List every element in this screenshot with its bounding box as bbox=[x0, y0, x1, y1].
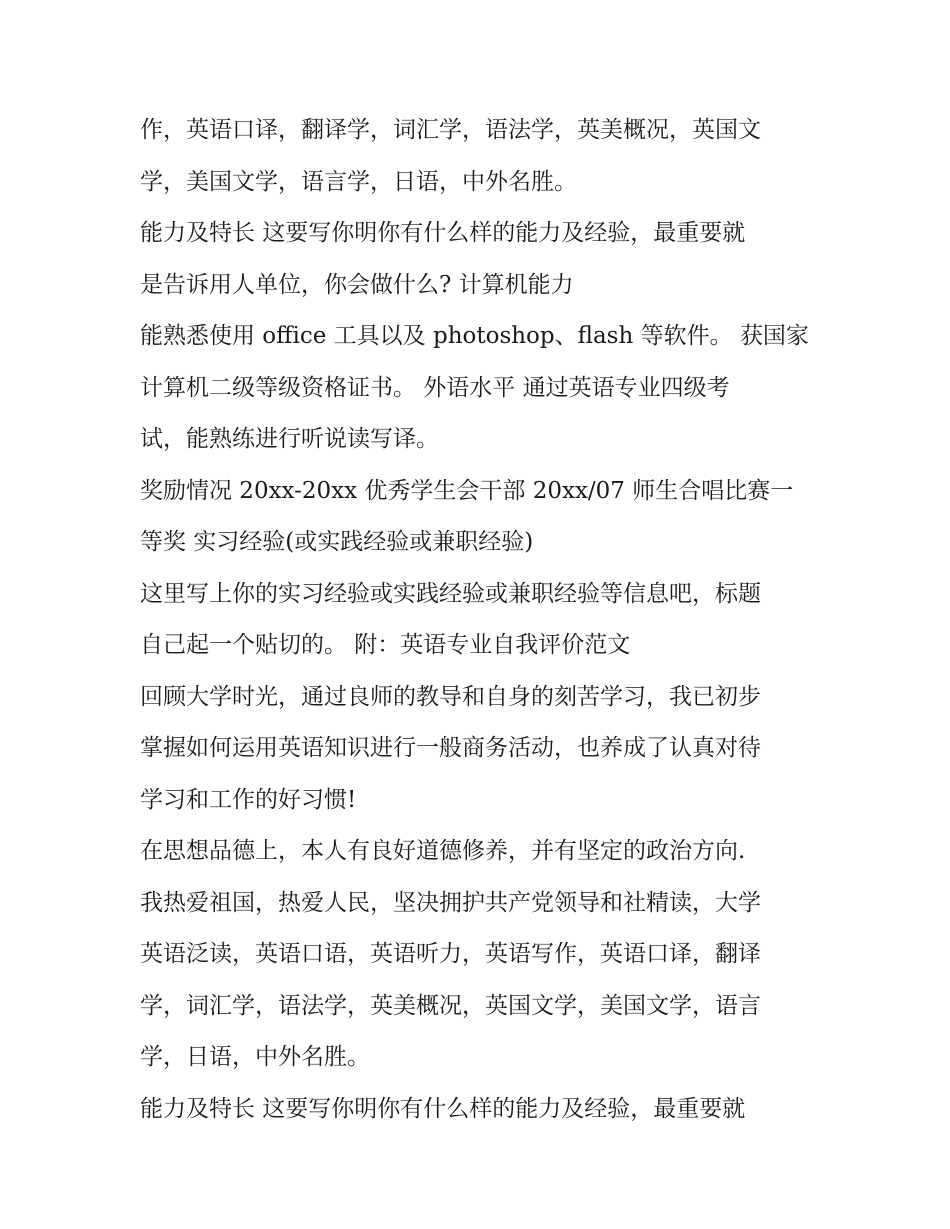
text-line: 这里写上你的实习经验或实践经验或兼职经验等信息吧，标题 bbox=[140, 580, 761, 607]
text-line: 能熟悉使用 office 工具以及 photoshop、flash 等软件。 获国家 bbox=[140, 323, 809, 349]
text-line: 奖励情况 20xx-20xx 优秀学生会干部 20xx/07 师生合唱比赛一 bbox=[140, 477, 794, 504]
text-line: 自己起一个贴切的。 附：英语专业自我评价范文 bbox=[140, 632, 631, 658]
text-line: 学，美国文学，语言学，日语，中外名胜。 bbox=[140, 168, 577, 195]
text-line: 学，日语，中外名胜。 bbox=[140, 1044, 370, 1070]
text-line: 能力及特长 这要写你明你有什么样的能力及经验，最重要就 bbox=[140, 1095, 746, 1122]
text-line: 英语泛读，英语口语，英语听力，英语写作，英语口译，翻译 bbox=[140, 941, 761, 967]
text-line: 我热爱祖国，热爱人民，坚决拥护共产党领导和社精读，大学 bbox=[140, 889, 761, 916]
text-line: 是告诉用人单位，你会做什么? 计算机能力 bbox=[140, 271, 574, 298]
text-line: 能力及特长 这要写你明你有什么样的能力及经验，最重要就 bbox=[140, 220, 746, 246]
text-line: 学习和工作的好习惯! bbox=[140, 786, 357, 813]
text-line: 回顾大学时光，通过良师的教导和自身的刻苦学习，我已初步 bbox=[140, 683, 761, 710]
text-line: 在思想品德上，本人有良好道德修养，并有坚定的政治方向. bbox=[140, 838, 746, 864]
text-line: 计算机二级等级资格证书。 外语水平 通过英语专业四级考 bbox=[140, 374, 730, 401]
text-line: 作，英语口译，翻译学，词汇学，语法学，英美概况，英国文 bbox=[140, 117, 761, 143]
text-line: 等奖 实习经验(或实践经验或兼职经验) bbox=[140, 529, 534, 555]
text-line: 试，能熟练进行听说读写译。 bbox=[140, 426, 439, 452]
document-body bbox=[140, 105, 820, 1135]
text-line: 学，词汇学，语法学，英美概况，英国文学，美国文学，语言 bbox=[140, 992, 761, 1019]
text-line: 掌握如何运用英语知识进行一般商务活动，也养成了认真对待 bbox=[140, 735, 761, 761]
